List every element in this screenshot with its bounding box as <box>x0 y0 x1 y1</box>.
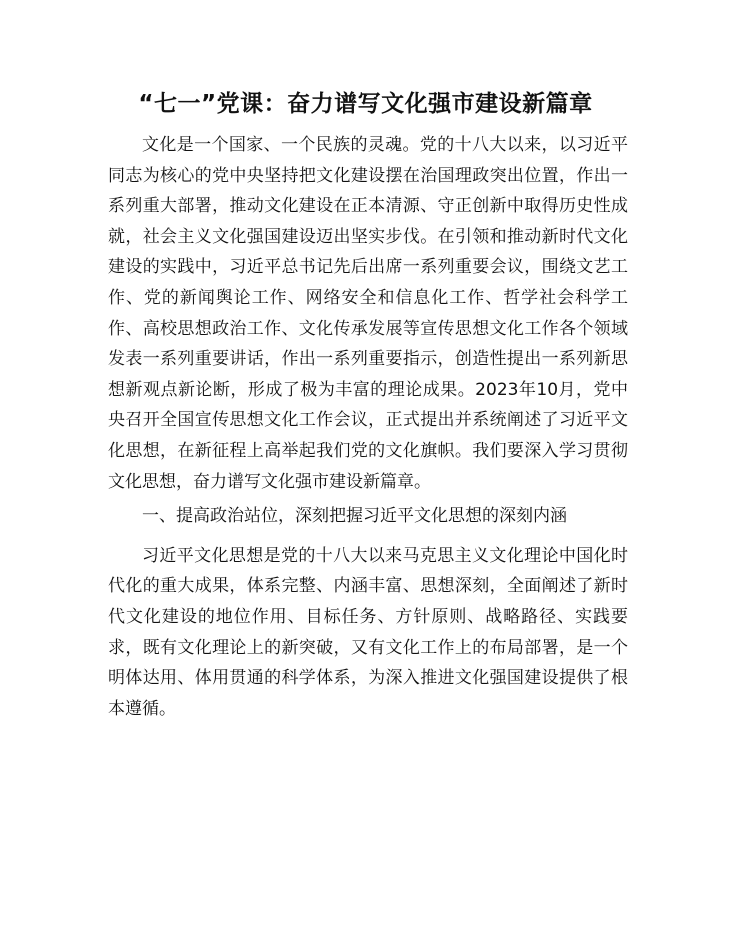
section-paragraph: 习近平文化思想是党的十八大以来马克思主义文化理论中国化时代化的重大成果，体系完整、内涵丰富、思想深刻，全面阐述了新时代文化建设的地位作用、目标任务、方针原则、战略路径、实践要求，既有文化理论上的新突破，又有文化工作上的布局部署，是一个明体达用、体用贯通的科学体系，为深入推进文化强国建设提供了根本遵循。 <box>108 545 628 719</box>
section-heading: 一、提高政治站位，深刻把握习近平文化思想的深刻内涵 <box>142 506 567 527</box>
document-title: “七一”党课：奋力谱写文化强市建设新篇章 <box>138 91 593 117</box>
intro-paragraph: 文化是一个国家、一个民族的灵魂。党的十八大以来，以习近平同志为核心的党中央坚持把文化建设摆在治国理政突出位置，作出一系列重大部署，推动文化建设在正本清源、守正创新中取得历史性成就，社会主义文化强国建设迈出坚实步伐。在引领和推动新时代文化建设的实践中，习近平总书记先后出席一系列重要会议，围绕文艺工作、党的新闻舆论工作、网络安全和信息化工作、哲学社会科学工作、高校思想政治工作、文化传承发展等宣传思想文化工作各个领域发表一系列重要讲话，作出一系列重要指示，创造性提出一系列新思想新观点新论断，形成了极为丰富的理论成果。2023年10月，党中央召开全国宣传思想文化工作会议，正式提出并系统阐述了习近平文化思想，在新征程上高举起我们党的文化旗帜。我们要深入学习贯彻文化思想，奋力谱写文化强市建设新篇章。 <box>108 135 628 492</box>
document-body <box>108 130 628 724</box>
